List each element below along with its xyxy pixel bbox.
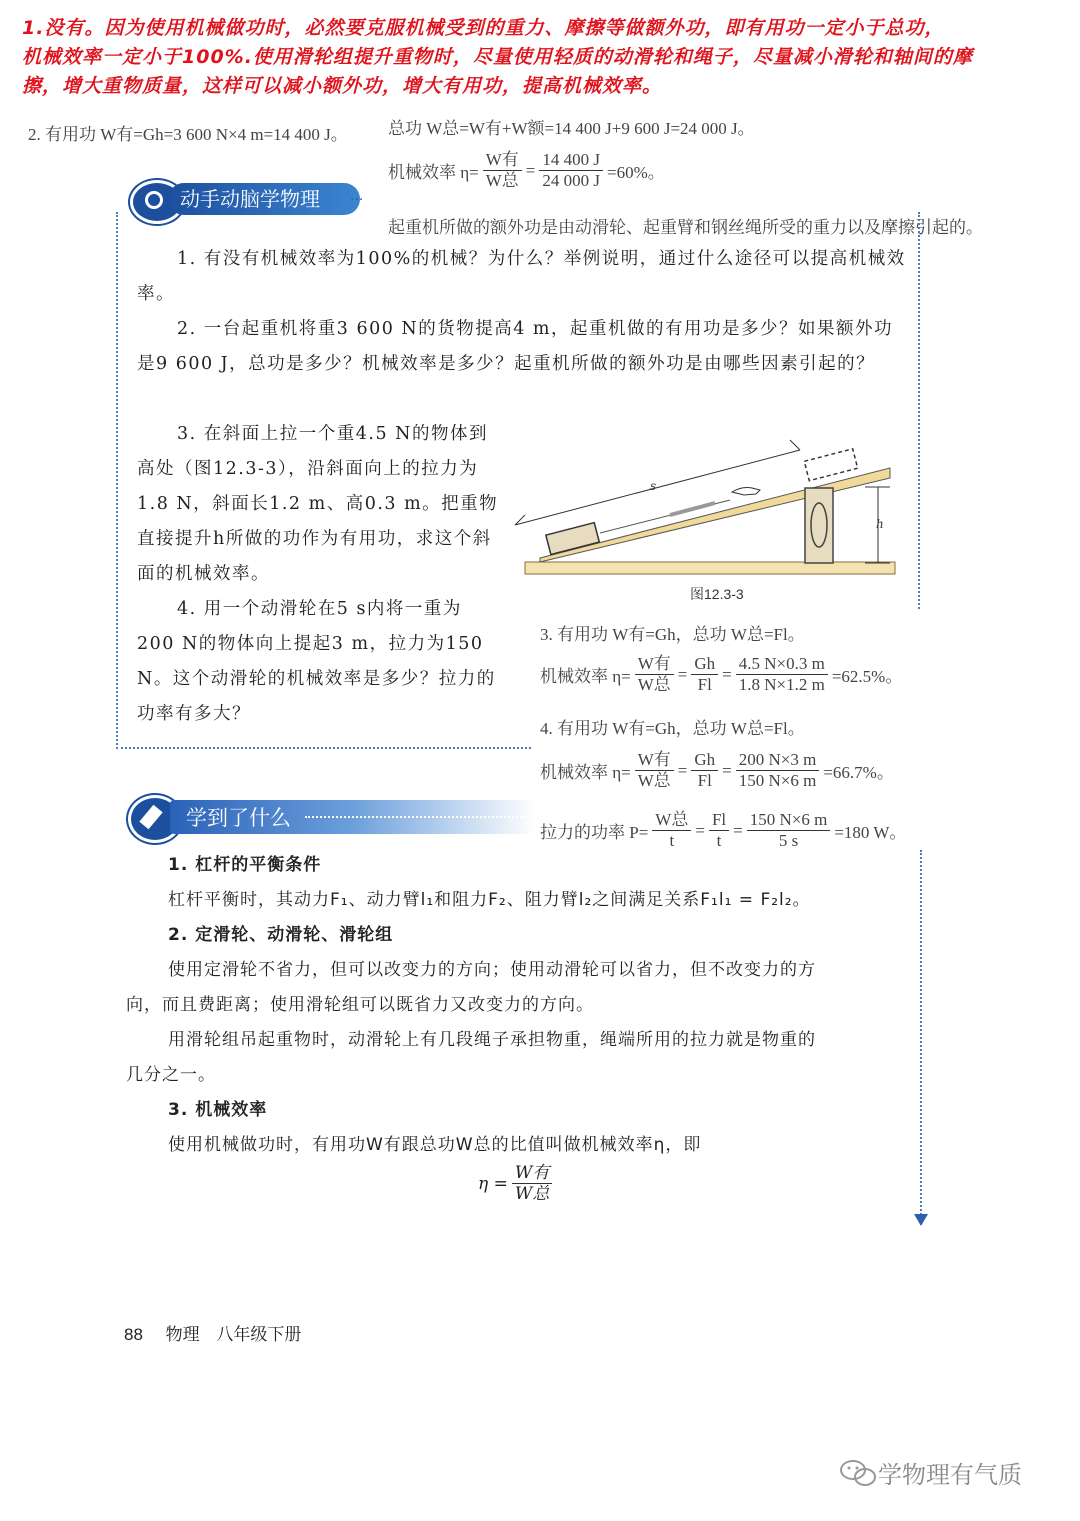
denominator: 1.8 N×1.2 m xyxy=(738,675,825,694)
page-footer xyxy=(124,1320,301,1345)
summary-text-3a: 用滑轮组吊起重物时，动滑轮上有几段绳子承担物重，绳端所用的拉力就是物重的 xyxy=(168,1030,816,1050)
eff-result: =66.7%。 xyxy=(823,763,894,782)
label-h: h xyxy=(876,517,884,531)
summary-text-1: 杠杆平衡时，其动力F₁、动力臂l₁和阻力F₂、阻力臂l₂之间满足关系F₁l₁ = F₂l₂。 xyxy=(168,890,811,910)
fraction xyxy=(635,750,674,791)
eff-result: =62.5%。 xyxy=(831,667,903,686)
eff-label: 机械效率 η= xyxy=(540,763,631,782)
section-title-summary: 学到了什么 xyxy=(186,806,291,830)
answer4-power: 拉力的功率 P= $\frac{\text{W总}}{t}$ = $\frac{Fl}{t}$ = $\frac{150 N\times 6 m}{5 s}$ =180 W。 xyxy=(540,810,907,850)
answer-line: 擦，增大重物质量，这样可以减小额外功，增大有用功，提高机械效率。 xyxy=(22,75,663,97)
wechat-icon xyxy=(838,1458,878,1488)
summary-text-4: 使用机械做功时，有用功W有跟总功W总的比值叫做机械效率η，即 xyxy=(168,1135,702,1155)
fraction xyxy=(691,654,718,695)
power-result: =180 W。 xyxy=(834,823,907,842)
summary-heading-2 xyxy=(168,918,393,953)
fraction xyxy=(539,150,603,191)
fraction xyxy=(635,654,674,695)
numerator: W总 xyxy=(652,810,691,831)
answer3-efficiency: 机械效率 η= $\frac{\text{W有}}{\text{W总}}$ = $\frac{Gh}{Fl}$ = $\frac{4.5 N\times 0.3 m}{1.8 N\times 1.2 m}$ =62.5%。 xyxy=(540,654,903,694)
answer-line: 机械效率一定小于100%.使用滑轮组提升重物时，尽量使用轻质的动滑轮和绳子，尽量减小滑轮和轴间的摩 xyxy=(22,46,973,68)
summary-text-2a: 使用定滑轮不省力，但可以改变力的方向；使用动滑轮可以省力，但不改变力的方 xyxy=(168,960,816,980)
label-s: s xyxy=(650,479,657,493)
down-arrow-icon xyxy=(914,1214,928,1226)
numerator: Fl xyxy=(709,810,729,831)
watermark xyxy=(838,1455,1022,1490)
dots: ··· xyxy=(350,192,364,208)
denominator: Fl xyxy=(697,675,712,694)
denominator: W总 xyxy=(637,771,671,790)
figure-caption: 图12.3-3 xyxy=(690,586,744,602)
summary-heading-3 xyxy=(168,1093,267,1128)
numerator: Gh xyxy=(691,654,718,675)
section-title-practice: 动手动脑学物理 xyxy=(168,183,360,215)
denominator: Fl xyxy=(697,771,712,790)
numerator: W有 xyxy=(635,654,674,675)
numerator: 200 N×3 m xyxy=(736,750,820,771)
denominator: W总 xyxy=(485,171,519,190)
summary-right-border xyxy=(920,850,922,1215)
question-4: 4. 用一个动滑轮在5 s内将一重为200 N的物体向上提起3 m，拉力为150 N。这个动滑轮的机械效率是多少？拉力的功率有多大？ xyxy=(137,599,496,724)
denominator: W总 xyxy=(514,1184,550,1204)
fraction xyxy=(512,1163,552,1204)
fraction xyxy=(736,654,828,695)
summary-text-3b: 几分之一。 xyxy=(126,1065,216,1085)
fraction xyxy=(691,750,718,791)
efficiency-formula xyxy=(478,1163,556,1204)
footer-grade: 八年级下册 xyxy=(216,1325,302,1344)
answer2-total: 总功 W总=W有+W额=14 400 J+9 600 J=24 000 J。 xyxy=(388,119,755,138)
question-1: 1. 有没有机械效率为100%的机械？为什么？举例说明，通过什么途径可以提高机械效率。 xyxy=(137,249,906,304)
answer2-useful: 2. 有用功 W有=Gh=3 600 N×4 m=14 400 J。 xyxy=(28,125,348,144)
fraction xyxy=(652,810,691,851)
numerator: 14 400 J xyxy=(539,150,603,171)
answer3-line1: 3. 有用功 W有=Gh，总功 W总=Fl。 xyxy=(540,625,805,644)
answer2-efficiency: 机械效率 η= $\frac{\text{W有}}{\text{W总}}$ = $\frac{14 400 J}{24 000 J}$ =60%。 xyxy=(388,150,665,190)
eff-label: 机械效率 η= xyxy=(540,667,631,686)
fraction xyxy=(736,750,820,791)
fraction xyxy=(483,150,522,191)
answer-line: 1.没有。因为使用机械做功时，必然要克服机械受到的重力、摩擦等做额外功，即有用功一定小于总功， xyxy=(22,17,945,39)
denominator: W总 xyxy=(637,675,671,694)
watermark-text: 学物理有气质 xyxy=(878,1461,1022,1489)
numerator: W有 xyxy=(512,1163,552,1184)
footer-subject: 物理 xyxy=(165,1325,200,1344)
answer4-efficiency: 机械效率 η= $\frac{\text{W有}}{\text{W总}}$ = $\frac{Gh}{Fl}$ = $\frac{200 N\times 3 m}{150 N\times 6 m}$ =66.7%。 xyxy=(540,750,894,790)
heading-text: 1. 杠杆的平衡条件 xyxy=(168,855,322,875)
heading-text: 3. 机械效率 xyxy=(168,1100,268,1120)
numerator: W有 xyxy=(635,750,674,771)
summary-text-2b: 向，而且费距离；使用滑轮组可以既省力又改变力的方向。 xyxy=(126,995,594,1015)
page-number: 88 xyxy=(124,1325,143,1344)
heading-text: 2. 定滑轮、动滑轮、滑轮组 xyxy=(168,925,394,945)
exercise-box-right-border xyxy=(918,212,920,612)
denominator: 5 s xyxy=(778,831,799,850)
denominator: 150 N×6 m xyxy=(738,771,817,790)
eff-result: =60%。 xyxy=(607,163,665,182)
denominator: t xyxy=(716,831,722,850)
denominator: 24 000 J xyxy=(542,171,600,190)
numerator: 150 N×6 m xyxy=(747,810,831,831)
fraction xyxy=(747,810,831,851)
formula-lhs: η = xyxy=(478,1173,508,1194)
question-2: 2. 一台起重机将重3 600 N的货物提高4 m，起重机做的有用功是多少？如果额外功是9 600 J，总功是多少？机械效率是多少？起重机所做的额外功是由哪些因素引起的？ xyxy=(137,319,894,374)
numerator: Gh xyxy=(691,750,718,771)
numerator: 4.5 N×0.3 m xyxy=(736,654,828,675)
summary-heading-1 xyxy=(168,848,321,883)
section-dots xyxy=(305,816,530,818)
denominator: t xyxy=(669,831,675,850)
power-label: 拉力的功率 P= xyxy=(540,823,649,842)
eff-label: 机械效率 η= xyxy=(388,163,479,182)
answer2-extra: 起重机所做的额外功是由动滑轮、起重臂和钢丝绳所受的重力以及摩擦引起的。 xyxy=(388,218,983,237)
fraction xyxy=(709,810,729,851)
incline-figure xyxy=(510,430,900,580)
question-3: 3. 在斜面上拉一个重4.5 N的物体到高处（图12.3-3），沿斜面向上的拉力为1.8 N，斜面长1.2 m、高0.3 m。把重物直接提升h所做的功作为有用功，求这个斜面的机械效率。 xyxy=(137,424,499,584)
numerator: W有 xyxy=(483,150,522,171)
answer4-line1: 4. 有用功 W有=Gh，总功 W总=Fl。 xyxy=(540,719,805,738)
handwritten-answer-1 xyxy=(22,14,1072,101)
